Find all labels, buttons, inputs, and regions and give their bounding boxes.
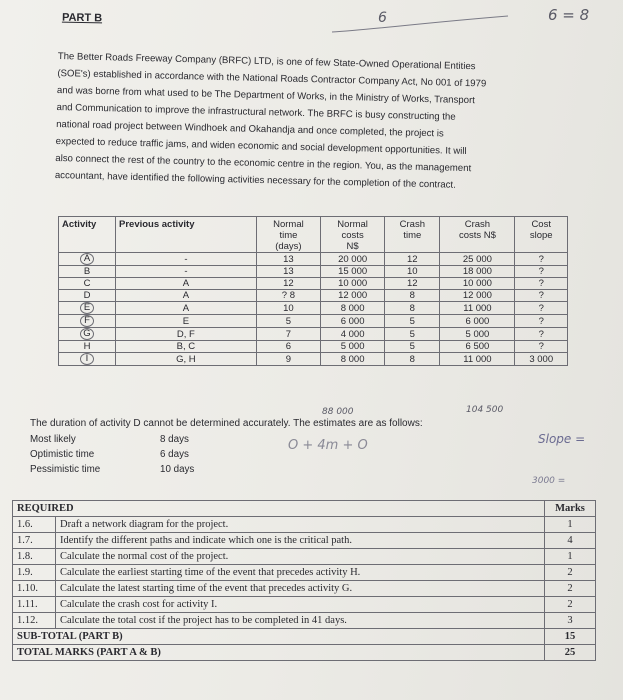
intro-line: accountant, have identified the following activities necessary for the completion of the contract. (54, 169, 456, 191)
intro-line: also connect the rest of the country to the economic centre in the region. You, as the management (55, 152, 472, 175)
activity-row (59, 290, 568, 302)
normal-cost-cell: 12 000 (321, 290, 385, 302)
crash-cost-cell: 6 500 (440, 341, 515, 353)
question-text: Calculate the normal cost of the project. (56, 549, 545, 565)
normal-cost-cell: 4 000 (321, 328, 385, 341)
previous-activity-cell: - (116, 253, 257, 266)
intro-line: and was borne from what used to be The Department of Works, in the Ministry of Works, Transport (56, 84, 476, 107)
header-text: costs N$ (458, 230, 496, 241)
activity-cell (59, 302, 116, 315)
normal-cost-cell: 20 000 (321, 253, 385, 266)
handwritten-normal-total: 88 000 (322, 407, 354, 417)
question-number: 1.6. (13, 517, 56, 533)
previous-activity-cell: A (116, 290, 257, 302)
normal-time-cell: 12 (256, 278, 320, 290)
cost-slope-cell: ? (515, 290, 568, 302)
subtotal-label: SUB-TOTAL (PART B) (13, 629, 545, 645)
header-text: costs (341, 230, 364, 241)
activity-cell (59, 328, 116, 341)
question-marks: 2 (545, 565, 596, 581)
cost-slope-cell: 3 000 (515, 353, 568, 366)
cost-slope-cell: ? (515, 278, 568, 290)
normal-time-cell: 9 (256, 353, 320, 366)
total-label: TOTAL MARKS (PART A & B) (13, 645, 545, 661)
header-previous-activity: Previous activity (116, 217, 257, 253)
estimate-value: 8 days (160, 434, 189, 445)
crash-cost-cell: 18 000 (440, 266, 515, 278)
question-marks: 4 (545, 533, 596, 549)
cost-slope-cell: ? (515, 302, 568, 315)
activity-row (59, 328, 568, 341)
question-number: 1.12. (13, 613, 56, 629)
question-marks: 2 (545, 597, 596, 613)
activity-label: C (83, 278, 91, 289)
activity-row (59, 253, 568, 266)
header-text: time (403, 230, 422, 241)
handwritten-crash-total: 104 500 (466, 405, 504, 415)
estimate-label: Pessimistic time (30, 464, 101, 475)
crash-cost-cell: 6 000 (440, 315, 515, 328)
crash-time-cell: 5 (385, 328, 440, 341)
required-item (13, 613, 596, 629)
crash-time-cell: 5 (385, 341, 440, 353)
activity-row (59, 266, 568, 278)
required-header-row (13, 501, 596, 517)
activity-cell (59, 341, 116, 353)
handwritten-slope: Slope = (538, 432, 586, 446)
question-marks: 1 (545, 517, 596, 533)
crash-time-cell: 12 (385, 278, 440, 290)
total-marks: 25 (545, 645, 596, 661)
crash-time-cell: 8 (385, 290, 440, 302)
required-table (12, 500, 596, 661)
activity-cell (59, 278, 116, 290)
normal-time-cell: 5 (256, 315, 320, 328)
intro-line: (SOE's) established in accordance with the National Roads Contractor Company Act, No 001 of 1979 (57, 67, 487, 90)
marks-heading: Marks (545, 501, 596, 517)
crash-time-cell: 8 (385, 302, 440, 315)
activity-label: G (80, 328, 94, 340)
required-item (13, 533, 596, 549)
normal-cost-cell: 8 000 (321, 353, 385, 366)
header-text: Normal (337, 219, 368, 230)
normal-time-cell: 13 (256, 253, 320, 266)
header-text: Crash (399, 219, 425, 230)
activity-label: H (83, 341, 91, 352)
estimate-row (30, 449, 189, 460)
normal-time-cell: 13 (256, 266, 320, 278)
activity-label: B (83, 266, 91, 277)
header-text: N$ (346, 241, 359, 252)
header-crash-time (385, 217, 440, 253)
previous-activity-cell: B, C (116, 341, 257, 353)
subtotal-marks: 15 (545, 629, 596, 645)
question-number: 1.7. (13, 533, 56, 549)
crash-cost-cell: 10 000 (440, 278, 515, 290)
crash-time-cell: 8 (385, 353, 440, 366)
intro-line: The Better Roads Freeway Company (BRFC) LTD, is one of few State-Owned Operational Entities (57, 50, 476, 73)
previous-activity-cell: A (116, 278, 257, 290)
normal-time-cell: 7 (256, 328, 320, 341)
crash-cost-cell: 5 000 (440, 328, 515, 341)
estimate-label: Most likely (30, 434, 76, 445)
header-text: (days) (275, 241, 302, 252)
required-item (13, 517, 596, 533)
handwritten-slope-calc: 3000 = (532, 476, 566, 486)
question-text: Identify the different paths and indicate which one is the critical path. (56, 533, 545, 549)
question-number: 1.11. (13, 597, 56, 613)
header-crash-costs (440, 217, 515, 253)
part-title: PART B (61, 11, 103, 25)
activity-row (59, 341, 568, 353)
estimate-row (30, 464, 194, 475)
required-item (13, 597, 596, 613)
estimate-row (30, 434, 189, 445)
question-text: Calculate the crash cost for activity I. (56, 597, 545, 613)
required-heading: REQUIRED (13, 501, 545, 517)
normal-cost-cell: 8 000 (321, 302, 385, 315)
normal-time-cell: 10 (256, 302, 320, 315)
activity-label: A (80, 253, 94, 265)
intro-line: national road project between Windhoek and Okahandja and once completed, the project is (55, 118, 444, 140)
required-item (13, 581, 596, 597)
question-marks: 2 (545, 581, 596, 597)
header-text: Crash (464, 219, 491, 230)
activity-cell (59, 266, 116, 278)
activity-table-header (59, 217, 568, 253)
activity-row (59, 315, 568, 328)
activity-label: E (80, 302, 94, 314)
activity-table-body (59, 253, 568, 366)
question-text: Calculate the earliest starting time of the event that precedes activity H. (56, 565, 545, 581)
normal-cost-cell: 5 000 (321, 341, 385, 353)
header-text: slope (529, 230, 553, 241)
intro-line: expected to reduce traffic jams, and widen economic and social development opportunities. It will (55, 135, 467, 158)
activity-row (59, 278, 568, 290)
required-items (13, 517, 596, 629)
normal-cost-cell: 15 000 (321, 266, 385, 278)
activity-cell (59, 290, 116, 302)
activity-label: F (80, 315, 94, 327)
activity-label: D (83, 290, 91, 301)
header-text: Normal (273, 219, 304, 230)
duration-note: The duration of activity D cannot be determined accurately. The estimates are as follows: (30, 418, 423, 429)
cost-slope-cell: ? (515, 328, 568, 341)
handwritten-note-top-right: 6 = 8 (548, 6, 590, 24)
question-text: Calculate the latest starting time of the event that precedes activity G. (56, 581, 545, 597)
header-normal-costs (321, 217, 385, 253)
handwritten-formula: O + 4m + O (288, 438, 368, 453)
crash-cost-cell: 11 000 (440, 353, 515, 366)
activity-row (59, 302, 568, 315)
question-number: 1.10. (13, 581, 56, 597)
question-number: 1.8. (13, 549, 56, 565)
cost-slope-cell: ? (515, 266, 568, 278)
estimate-label: Optimistic time (30, 449, 95, 460)
intro-paragraph (55, 48, 568, 196)
previous-activity-cell: D, F (116, 328, 257, 341)
normal-cost-cell: 10 000 (321, 278, 385, 290)
header-text: time (279, 230, 298, 241)
activity-cell (59, 253, 116, 266)
cost-slope-cell: ? (515, 315, 568, 328)
previous-activity-cell: G, H (116, 353, 257, 366)
header-normal-time (256, 217, 320, 253)
header-activity: Activity (59, 217, 116, 253)
crash-time-cell: 12 (385, 253, 440, 266)
estimate-value: 6 days (160, 449, 189, 460)
activity-cell (59, 353, 116, 366)
crash-cost-cell: 11 000 (440, 302, 515, 315)
question-marks: 3 (545, 613, 596, 629)
header-cost-slope (515, 217, 568, 253)
previous-activity-cell: - (116, 266, 257, 278)
required-item (13, 565, 596, 581)
question-marks: 1 (545, 549, 596, 565)
crash-time-cell: 5 (385, 315, 440, 328)
pen-stroke-decoration (330, 14, 510, 38)
previous-activity-cell: E (116, 315, 257, 328)
handwritten-note-top: 6 (378, 10, 387, 26)
crash-cost-cell: 12 000 (440, 290, 515, 302)
activity-label: I (80, 353, 94, 365)
crash-time-cell: 10 (385, 266, 440, 278)
activity-cell (59, 315, 116, 328)
cost-slope-cell: ? (515, 341, 568, 353)
activity-table (58, 216, 568, 366)
subtotal-row (13, 629, 596, 645)
total-row (13, 645, 596, 661)
crash-cost-cell: 25 000 (440, 253, 515, 266)
question-text: Calculate the total cost if the project has to be completed in 41 days. (56, 613, 545, 629)
estimate-value: 10 days (160, 464, 195, 475)
normal-time-cell: 6 (256, 341, 320, 353)
question-text: Draft a network diagram for the project. (56, 517, 545, 533)
normal-time-cell: ? 8 (256, 290, 320, 302)
normal-cost-cell: 6 000 (321, 315, 385, 328)
cost-slope-cell: ? (515, 253, 568, 266)
required-item (13, 549, 596, 565)
header-text: Cost (531, 219, 551, 230)
intro-line: and Communication to improve the infrastructural network. The BRFC is busy constructing the (56, 101, 456, 123)
previous-activity-cell: A (116, 302, 257, 315)
activity-row (59, 353, 568, 366)
question-number: 1.9. (13, 565, 56, 581)
